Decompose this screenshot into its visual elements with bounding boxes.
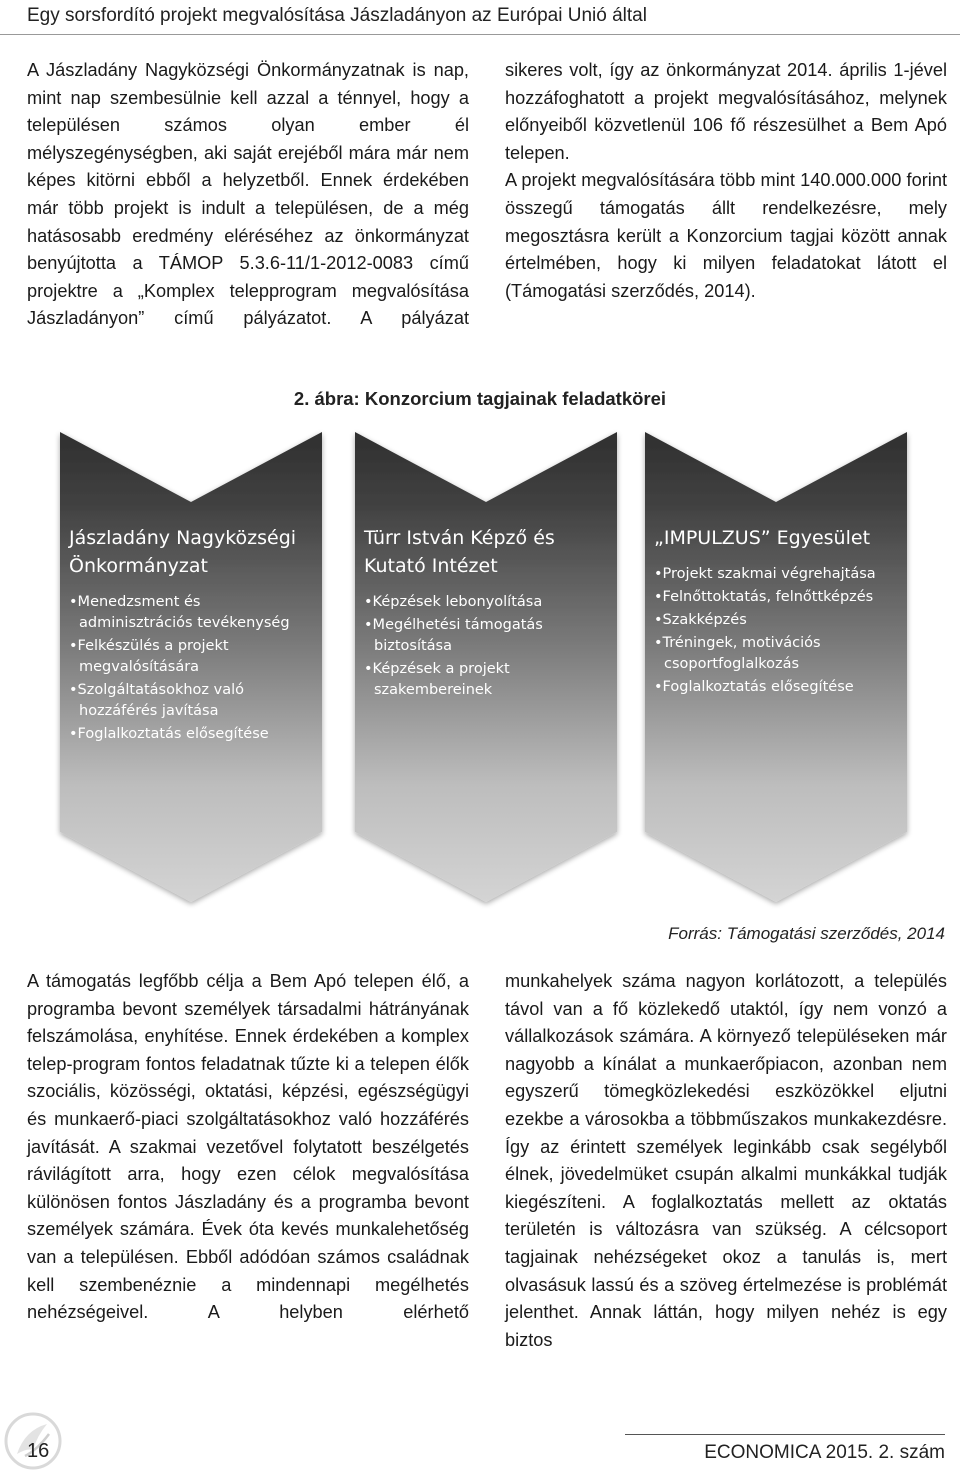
member-title: Kutató Intézet — [364, 555, 498, 577]
member-task: szakembereinek — [374, 682, 493, 698]
member-box-3 — [645, 432, 907, 902]
member-title: Jászladány Nagyközségi — [69, 527, 297, 549]
page-number: 16 — [27, 1440, 50, 1462]
member-box-1 — [60, 432, 322, 902]
running-header-title: Egy sorsfordító projekt megvalósítása Jászladányon az Európai Unió által — [27, 5, 647, 26]
top-left-column — [27, 57, 469, 333]
bottom-right-column — [505, 968, 947, 1354]
member-task: •Szolgáltatásokhoz való — [69, 682, 244, 698]
member-box-2 — [355, 432, 617, 902]
member-task: •Tréningek, motivációs — [654, 635, 821, 651]
bottom-left-column — [27, 968, 469, 1327]
paragraph-intro: A Jászladány Nagyközségi Önkormányzatnak is nap, mint nap szembesülnie kell azzal a ténnyel, hogy a településen számos olyan ember él mélyszegénységben, aki saját erejéből mára már nem képes kitörni ebből a helyzetből. Ennek érdekében már több projekt is indult a településen, de a még hatásosabb eredmény eléréséhez az önkormányzat benyújtotta a TÁMOP 5.3.6-11/1-2012-0083 című projektre a „Komplex telepprogram megvalósítása Jászladányon” című pályázatot. A pályázat — [27, 60, 469, 329]
paragraph-employment: munkahelyek száma nagyon korlátozott, a település távol van a fő közlekedő utaktól, így nem vonzó a vállalkozások számára. A környező településeken már nagyobb a kínálat a munkaerőpiacon, azonban nem egyszerű tömegközlekedési eszközökkel eljutni ezekbe a városokba a többműszakos munkakezdésre. Így az érintett személyek leginkább csak segélyből élnek, jövedelmüket csupán alkalmi munkákkal tudják kiegészíteni. A foglalkoztatás mellett az oktatás területén is változásra van szükség. A célcsoport tagjainak nehézségeket okoz a tanulás is, mert olvasásuk lassú és a szöveg értelmezése is problémát jelenthet. Annak láttán, hogy milyen nehéz is egy biztos — [505, 971, 947, 1350]
paragraph-goals: A támogatás legfőbb célja a Bem Apó telepen élő, a programba bevont személyek társadalmi hátrányának felszámolása, enyhítése. Ennek érdekében a komplex telep-program fontos feladatnak tűzte ki a telepen élők szociális, közösségi, oktatási, képzési, egészségügyi és munkaerő-piaci szolgáltatásokhoz való hozzáférés javítását. A szakmai vezetővel folytatott beszélgetés rávilágított arra, hogy ezen célok megvalósítása különösen fontos Jászladány és a programba bevont személyek számára. Évek óta kevés munkalehetőség van a településen. Ebből adódóan számos családnak kell szembenéznie a mindennapi megélhetés nehézségeivel. A helyben elérhető — [27, 971, 469, 1323]
member-task: •Felnőttoktatás, felnőttképzés — [654, 589, 874, 605]
member-task: •Menedzsment és — [69, 594, 201, 610]
journal-name: ECONOMICA 2015. 2. szám — [704, 1442, 945, 1463]
paragraph-success: sikeres volt, így az önkormányzat 2014. április 1-jével hozzáfoghatott a projekt megvalósításához, melynek előnyeiből közvetlenül 106 fő részesülhet a Bem Apó telepen. — [505, 60, 947, 163]
member-task: csoportfoglalkozás — [664, 656, 800, 672]
member-task: •Képzések lebonyolítása — [364, 594, 543, 610]
figure-source: Forrás: Támogatási szerződés, 2014 — [668, 924, 945, 943]
member-task: hozzáférés javítása — [79, 703, 219, 719]
member-title: Türr István Képző és — [364, 527, 555, 549]
footer-rule — [625, 1434, 945, 1435]
member-task: adminisztrációs tevékenység — [79, 615, 290, 631]
member-task: •Felkészülés a projekt — [69, 638, 229, 654]
member-task: •Képzések a projekt — [364, 661, 510, 677]
member-task: •Foglalkoztatás elősegítése — [69, 726, 269, 742]
paragraph-funding: A projekt megvalósítására több mint 140.000.000 forint összegű támogatás állt rendelkezésre, mely megosztásra került a Konzorcium tagjai között annak értelmében, hogy ki milyen feladatokat látott el (Támogatási szerződés, 2014). — [505, 170, 947, 301]
member-title: Önkormányzat — [69, 555, 208, 577]
top-right-column — [505, 57, 947, 305]
consortium-diagram — [40, 424, 920, 914]
running-header — [0, 0, 960, 35]
figure-caption: 2. ábra: Konzorcium tagjainak feladatkörei — [293, 388, 667, 409]
member-title: „IMPULZUS” Egyesület — [654, 527, 871, 549]
member-task: biztosítása — [374, 638, 452, 654]
member-task: •Megélhetési támogatás — [364, 617, 543, 633]
member-task: •Foglalkoztatás elősegítése — [654, 679, 854, 695]
member-task: •Projekt szakmai végrehajtása — [654, 566, 876, 582]
member-task: •Szakképzés — [654, 612, 747, 628]
member-task: megvalósítására — [79, 659, 200, 675]
